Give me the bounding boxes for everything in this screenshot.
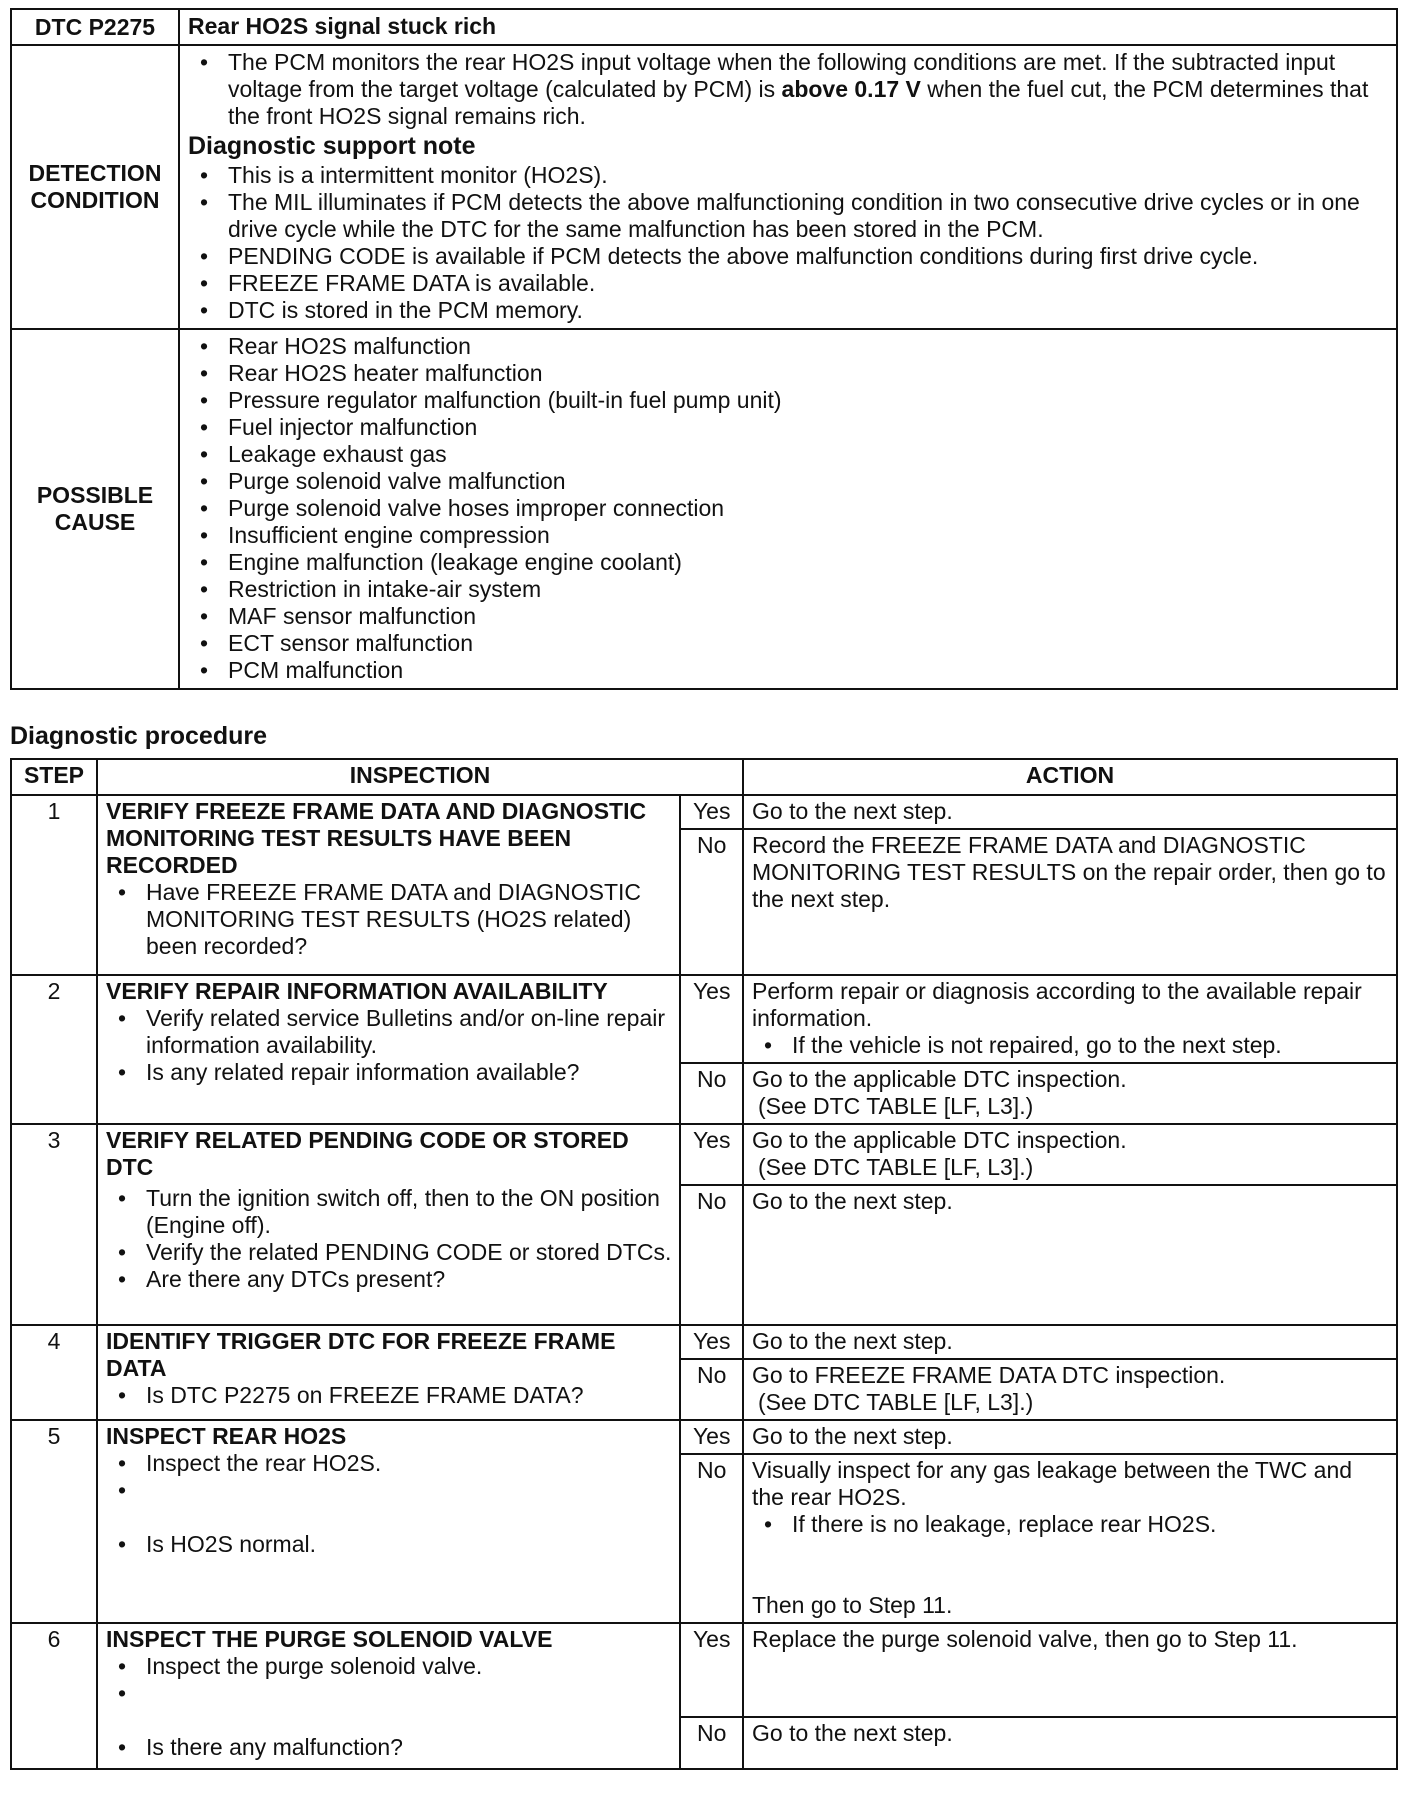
step-number: 6 [11, 1623, 97, 1769]
support-note-item: • PENDING CODE is available if PCM detects the above malfunction conditions during first drive cycle. [228, 243, 1388, 270]
support-note-item: • This is a intermittent monitor (HO2S). [228, 162, 1388, 189]
yes-action-sub-item: • If the vehicle is not repaired, go to the next step. [792, 1032, 1388, 1059]
cause-item: • Leakage exhaust gas [228, 441, 1388, 468]
cause-item: • Rear HO2S malfunction [228, 333, 1388, 360]
yes-label: Yes [680, 1623, 743, 1717]
inspection-column-header: INSPECTION [97, 759, 743, 795]
detection-condition-content [179, 45, 1397, 329]
step-bullet: • Inspect the purge solenoid valve. [146, 1653, 671, 1680]
step-bullets [106, 1653, 671, 1761]
yes-action-ref: (See DTC TABLE [LF, L3].) [758, 1154, 1034, 1180]
diagnostic-procedure-table [10, 758, 1398, 1770]
step-bullet: • Is there any malfunction? [146, 1734, 671, 1761]
step-number: 1 [11, 795, 97, 975]
cause-item: • MAF sensor malfunction [228, 603, 1388, 630]
step-number: 3 [11, 1124, 97, 1325]
detection-intro-pre: The PCM monitors the rear HO2S input voltage when the following conditions are met. If the subtracted input voltage from the target voltage (calculated by PCM) is [228, 49, 1336, 102]
step-bullet: • Turn the ignition switch off, then to the ON position (Engine off). [146, 1185, 671, 1239]
cause-item: • Engine malfunction (leakage engine coolant) [228, 549, 1388, 576]
possible-cause-label-line1: POSSIBLE [36, 482, 154, 508]
step-bullet: • Verify related service Bulletins and/or on-line repair information availability. [146, 1005, 671, 1059]
cause-item: • Fuel injector malfunction [228, 414, 1388, 441]
no-action-cell [743, 1359, 1397, 1420]
step-bullets [106, 1185, 671, 1293]
detection-condition-label [11, 45, 179, 329]
step-bullets [106, 1450, 671, 1558]
cause-item: • ECT sensor malfunction [228, 630, 1388, 657]
no-action-spacer [752, 1538, 1388, 1592]
yes-action: Go to the next step. [743, 1420, 1397, 1454]
step-number: 4 [11, 1325, 97, 1420]
step-bullet: • Verify the related PENDING CODE or stored DTCs. [146, 1239, 671, 1266]
detection-condition-row [11, 45, 1397, 329]
detection-intro [228, 49, 1388, 130]
step-bullet: • Have FREEZE FRAME DATA and DIAGNOSTIC MONITORING TEST RESULTS (HO2S related) been recorded? [146, 879, 671, 960]
possible-cause-row [11, 329, 1397, 689]
no-label: No [680, 1063, 743, 1124]
step-inspection [97, 1325, 680, 1420]
possible-cause-list [188, 333, 1388, 684]
step-bullet: • Is DTC P2275 on FREEZE FRAME DATA? [146, 1382, 671, 1409]
no-label: No [680, 1359, 743, 1420]
no-action-cell [743, 1063, 1397, 1124]
cause-item: • Rear HO2S heater malfunction [228, 360, 1388, 387]
yes-action-cell [743, 1124, 1397, 1185]
step-row [11, 1124, 1397, 1185]
step-inspection [97, 1420, 680, 1623]
yes-action: Perform repair or diagnosis according to the available repair information. [752, 978, 1362, 1031]
no-action: Go to FREEZE FRAME DATA DTC inspection. [752, 1362, 1226, 1388]
yes-action: Go to the next step. [743, 1325, 1397, 1359]
step-bullet-spacer [146, 1477, 671, 1531]
no-action-then: Then go to Step 11. [752, 1592, 953, 1618]
step-title: VERIFY RELATED PENDING CODE OR STORED DTC [106, 1127, 629, 1180]
no-action-cell [743, 1454, 1397, 1623]
no-label: No [680, 1454, 743, 1623]
step-bullet: • Is HO2S normal. [146, 1531, 671, 1558]
no-action-ref: (See DTC TABLE [LF, L3].) [758, 1389, 1034, 1415]
no-label: No [680, 1717, 743, 1769]
step-bullets [106, 1005, 671, 1086]
cause-item: • PCM malfunction [228, 657, 1388, 684]
detection-intro-post: when the fuel cut, the PCM determines that the front HO2S signal remains rich. [228, 76, 1369, 129]
step-column-header: STEP [11, 759, 97, 795]
step-bullets [106, 879, 671, 960]
step-number: 5 [11, 1420, 97, 1623]
possible-cause-content [179, 329, 1397, 689]
detection-label-line2: CONDITION [30, 187, 160, 213]
detection-label-line1: DETECTION [28, 160, 162, 186]
step-row [11, 1623, 1397, 1717]
cause-item: • Restriction in intake-air system [228, 576, 1388, 603]
yes-label: Yes [680, 1420, 743, 1454]
step-row [11, 1420, 1397, 1454]
step-inspection [97, 975, 680, 1124]
no-action: Visually inspect for any gas leakage between the TWC and the rear HO2S. [752, 1457, 1353, 1510]
support-note-item: • FREEZE FRAME DATA is available. [228, 270, 1388, 297]
cause-item: • Purge solenoid valve malfunction [228, 468, 1388, 495]
step-title: VERIFY FREEZE FRAME DATA AND DIAGNOSTIC MONITORING TEST RESULTS HAVE BEEN RECORDED [106, 798, 647, 878]
step-row [11, 1325, 1397, 1359]
support-note-item: • DTC is stored in the PCM memory. [228, 297, 1388, 324]
step-bullets [106, 1382, 671, 1409]
step-inspection [97, 1124, 680, 1325]
no-label: No [680, 1185, 743, 1325]
diagnostic-procedure-heading: Diagnostic procedure [10, 722, 267, 750]
yes-action: Replace the purge solenoid valve, then go to Step 11. [743, 1623, 1397, 1717]
step-row [11, 795, 1397, 829]
no-action: Go to the applicable DTC inspection. [752, 1066, 1127, 1092]
yes-label: Yes [680, 1325, 743, 1359]
dtc-title: Rear HO2S signal stuck rich [179, 9, 1397, 45]
yes-label: Yes [680, 975, 743, 1063]
support-note-list [188, 162, 1388, 324]
possible-cause-label [11, 329, 179, 689]
step-title: INSPECT THE PURGE SOLENOID VALVE [106, 1626, 553, 1652]
yes-action-cell [743, 975, 1397, 1063]
step-row [11, 975, 1397, 1063]
cause-item: • Insufficient engine compression [228, 522, 1388, 549]
no-action: Go to the next step. [743, 1185, 1397, 1325]
step-inspection [97, 1623, 680, 1769]
step-title: IDENTIFY TRIGGER DTC FOR FREEZE FRAME DATA [106, 1328, 616, 1381]
detection-intro-threshold: above 0.17 V [781, 76, 921, 102]
no-action-sub [752, 1511, 1388, 1538]
step-title: INSPECT REAR HO2S [106, 1423, 347, 1449]
no-action-ref: (See DTC TABLE [LF, L3].) [758, 1093, 1034, 1119]
no-action: Go to the next step. [743, 1717, 1397, 1769]
possible-cause-label-line2: CAUSE [54, 509, 136, 535]
step-title: VERIFY REPAIR INFORMATION AVAILABILITY [106, 978, 608, 1004]
yes-label: Yes [680, 795, 743, 829]
step-inspection [97, 795, 680, 975]
no-label: No [680, 829, 743, 975]
action-column-header: ACTION [743, 759, 1397, 795]
dtc-header-row [11, 9, 1397, 45]
step-bullet: • Is any related repair information available? [146, 1059, 671, 1086]
step-bullet: • Inspect the rear HO2S. [146, 1450, 671, 1477]
procedure-header-row [11, 759, 1397, 795]
support-note-item: • The MIL illuminates if PCM detects the above malfunctioning condition in two consecutive drive cycles or in one drive cycle while the DTC for the same malfunction has been stored in the PCM. [228, 189, 1388, 243]
yes-action: Go to the next step. [743, 795, 1397, 829]
step-bullet: • Are there any DTCs present? [146, 1266, 671, 1293]
no-action-sub-item: • If there is no leakage, replace rear HO2S. [792, 1511, 1388, 1538]
cause-item: • Purge solenoid valve hoses improper connection [228, 495, 1388, 522]
dtc-info-table [10, 8, 1398, 690]
dtc-code: DTC P2275 [11, 9, 179, 45]
support-note-heading: Diagnostic support note [188, 132, 476, 160]
cause-item: • Pressure regulator malfunction (built-in fuel pump unit) [228, 387, 1388, 414]
no-action: Record the FREEZE FRAME DATA and DIAGNOSTIC MONITORING TEST RESULTS on the repair order, then go to the next step. [743, 829, 1397, 975]
yes-label: Yes [680, 1124, 743, 1185]
step-bullet-spacer [146, 1680, 671, 1734]
yes-action-sub [752, 1032, 1388, 1059]
yes-action: Go to the applicable DTC inspection. [752, 1127, 1127, 1153]
detection-intro-list [188, 49, 1388, 130]
step-number: 2 [11, 975, 97, 1124]
